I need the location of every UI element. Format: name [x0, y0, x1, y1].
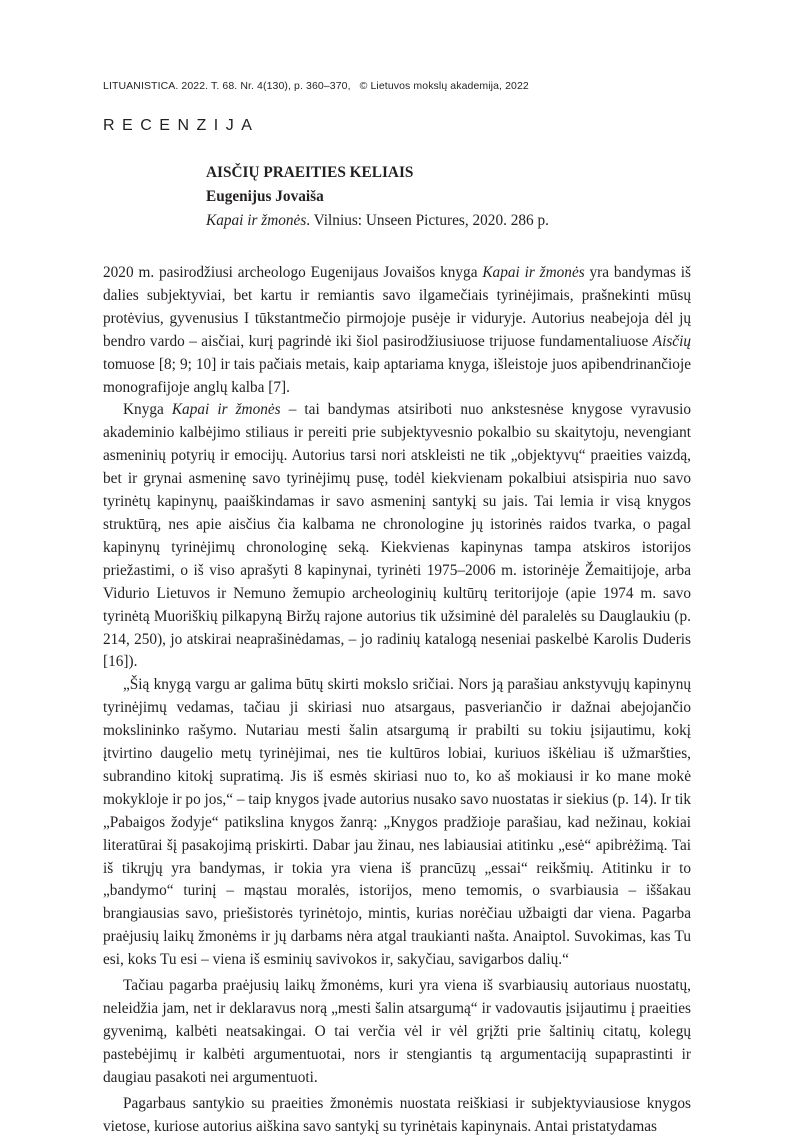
italic-title: Kapai ir žmonės [482, 264, 585, 281]
review-title: AISČIŲ PRAEITIES KELIAIS [206, 164, 414, 181]
review-body [103, 262, 691, 1138]
paragraph-text: yra bandymas iš dalies subjektyviai, bet kartu ir remiantis savo ilgamečiais tyrinėjimais, prašnekinti mūsų protėvius, gyvenusius I tūkstantmečio pirmojoje pusėje ir viduryje. Autorius neabejoja dėl jų bendro vardo – aisčiai, kurį pagrindė iki šiol pasirodžiusiuose trijuose fundamentaliuose [103, 264, 691, 350]
italic-title: Kapai ir žmonės [171, 401, 281, 419]
paragraph-3: „Šią knygą vargu ar galima būtų skirti mokslo sričiai. Nors ją parašiau ankstyvųjų kapinynų tyrinėjimų vedamas, tačiau ji skiriasi nuo atsargaus, pasveriančio ir dažnai abejojančio mokslininko rašymo. Nutariau mesti šalin atsargumą ir prabilti su tokiu įsijautimu, kokį įtvirtino daugelio metų tyrinėjimai, nes tie kultūros lobiai, kuriuos iškėliau iš užmaršties, subrandino kitokį supratimą. Jis iš esmės skiriasi nuo to, ko aš mokiausi ir ko mane mokė mokykloje ir po jos,“ – taip knygos įvade autorius nusako savo nuostatas ir siekius (p. 14). Ir tik „Pabaigos žodyje“ patikslina knygos žanrą: „Knygos pradžioje parašiau, kad nežinau, kokiai literatūrai šį pasakojimą priskirti. Dabar jau žinau, nes labiausiai atitinku „esė“ apibrėžimą. Tai iš tikrųjų yra bandymas, ir tokia yra viena iš prancūzų „essai“ reikšmių. Atitinku ir to „bandymo“ turinį – mąstau moralės, istorijos, meno temomis, o svarbiausia – iššakau brangiausias savo, priešistorės tyrinėtojo, mintis, kurias norėčiau užbaigti dar viena. Pagarba praėjusių laikų žmonėms ir jų darbams nėra atgal traukianti našta. Anaiptol. Suvokimas, kas Tu esi, koks Tu esi – viena iš esminių savivokos ir, sakyčiau, savigarbos dalių.“ [103, 676, 691, 969]
italic-title: Aisčių [652, 332, 691, 350]
review-author: Eugenijus Jovaiša [206, 188, 324, 205]
paragraph-text: tomuose [8; 9; 10] ir tais pačiais metais, kaip aptariama knyga, išleistoje juos apibendrinančioje monografijoje anglų kalba [7]. [103, 355, 691, 396]
paragraph-text: – tai bandymas atsiriboti nuo ankstesnėse knygose vyravusio akademinio kalbėjimo stiliaus ir pereiti prie subjektyvesnio pokalbio su skaitytoju, nevengiant asmeninių potyrių ir emocijų. Autorius tarsi nori atskleisti ne tik „objektyvų“ praeities vaizdą, bet ir grynai asmeninę savo tyrinėjimų pusę, todėl kiekvienam pokalbiui atsispiria nuo savo tyrinėtų kapinynų, paaiškindamas ir savo asmeninį santykį su jais. Tai lemia ir visą knygos struktūrą, nes apie aisčius čia kalbama ne chronologine jų istorinės raidos tvarka, o pagal kapinynų tyrinėjimų chronologinę seką. Kiekvienas kapinynas tampa atskiros istorijos priežastimi, o iš viso aprašyti 8 kapinynai, tyrinėti 1975–2006 m. istorinėje Žemaitijoje, arba Vidurio Lietuvos ir Nemuno žemupio archeologinių kultūrų teritorijoje (apie 1974 m. savo tyrinėtą Muoriškių pilkapyną Biržų rajone autorius tik užsiminė dėl paralelės su Dauglaukiu (p. 214, 250), jo atskirai neaprašinėdamas, – jo radinių katalogą neseniai paskelbė Karolis Duderis [16]). [103, 401, 691, 671]
book-reference [206, 209, 706, 233]
paragraph-4: Tačiau pagarba praėjusių laikų žmonėms, kuri yra viena iš svarbiausių autoriaus nuostatų, neleidžia jam, net ir deklaravus norą „mesti šalin atsargumą“ ir vadovautis įsijautimu į praeities gyvenimą, kalbėti neatsakingai. O tai verčia vėl ir vėl grįžti prie šaltinių citatų, kolegų pastebėjimų ir kalbėti argumentuotai, nors ir stengiantis tą argumentaciją supaprastinti ir daugiau pasakoti nei argumentuoti. [103, 977, 691, 1086]
paragraph-1 [103, 262, 691, 399]
section-label: RECENZIJA [103, 117, 260, 134]
paragraph-5: Pagarbaus santykio su praeities žmonėmis nuostata reiškiasi ir subjektyviausiose knygos vietose, kuriose autorius aiškina savo santykį su tyrinėtais kapinynais. Antai pristatydamas [103, 1094, 691, 1135]
journal-citation: LITUANISTICA. 2022. T. 68. Nr. 4(130), p. 360–370, [103, 80, 351, 92]
paragraph-2 [103, 399, 691, 674]
paragraph-text: Knyga [123, 401, 172, 419]
copyright-notice: © Lietuvos mokslų akademija, 2022 [359, 80, 529, 92]
paragraph-text: 2020 m. pasirodžiusi archeologo Eugenijaus Jovaišos knyga [103, 264, 483, 281]
book-details: . Vilnius: Unseen Pictures, 2020. 286 p. [306, 212, 549, 229]
review-header [206, 161, 706, 233]
running-head [103, 80, 703, 92]
book-title: Kapai ir žmonės [206, 212, 307, 229]
